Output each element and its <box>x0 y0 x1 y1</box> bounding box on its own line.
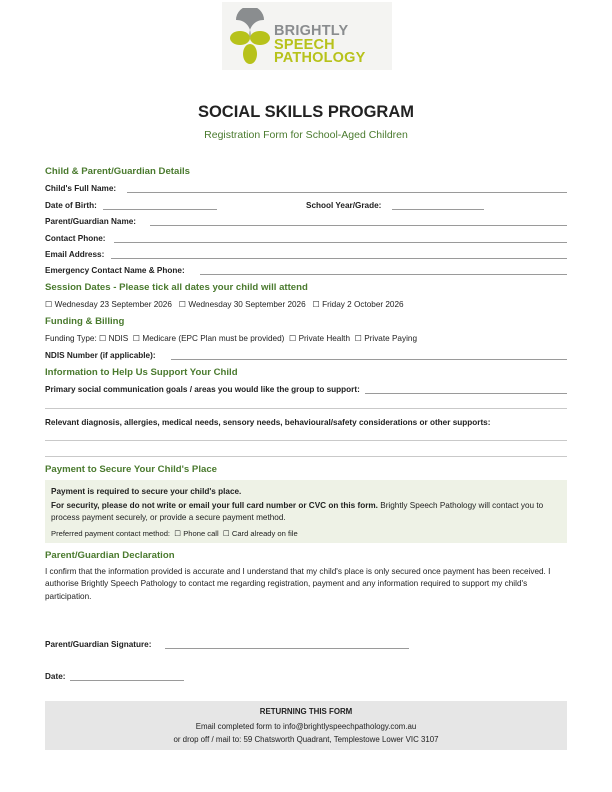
funding-type-row <box>45 334 417 344</box>
declaration-text: I confirm that the information provided is accurate and I understand that my child's place is only secured once payment has been received. I authorise Brightly Speech Pathology to contact me regarding registration, payment and any information required to support my child's participation. <box>45 567 551 601</box>
checkbox-session-1[interactable]: ☐ <box>45 300 53 309</box>
checkbox-private-paying[interactable]: ☐ <box>354 334 362 343</box>
goals-label: Primary social communication goals / areas you would like the group to support: <box>45 385 360 394</box>
school-year-label: School Year/Grade: <box>306 201 382 210</box>
section-heading-details: Child & Parent/Guardian Details <box>45 166 191 177</box>
footer-email-line: Email completed form to info@brightlyspeechpathology.com.au <box>195 722 417 731</box>
payment-security-rest: Brightly Speech Pathology will contact you to process payment securely, or provide a secure payment method. <box>51 501 544 522</box>
payment-phone-call-label: Phone call <box>183 529 219 538</box>
session-options <box>45 300 404 310</box>
section-heading-funding: Funding & Billing <box>45 316 125 327</box>
child-name-label: Child's Full Name: <box>45 184 117 193</box>
section-heading-payment: Payment to Secure Your Child's Place <box>45 464 218 475</box>
checkbox-card-on-file[interactable]: ☐ <box>222 529 230 538</box>
payment-method-label: Preferred payment contact method: <box>51 529 171 538</box>
school-year-field[interactable] <box>392 209 484 210</box>
emergency-contact-field[interactable] <box>200 274 567 275</box>
section-heading-sessions: Session Dates - Please tick all dates your child will attend <box>45 282 308 293</box>
checkbox-private-health[interactable]: ☐ <box>288 334 297 343</box>
email-field[interactable] <box>111 258 567 259</box>
goals-field-line-2[interactable] <box>45 408 567 409</box>
checkbox-session-2[interactable]: ☐ <box>178 300 187 309</box>
checkbox-session-3[interactable]: ☐ <box>312 300 320 309</box>
date-label: Date: <box>45 672 66 681</box>
ndis-number-field[interactable] <box>171 359 567 360</box>
funding-type-label: Funding Type: <box>45 334 97 343</box>
logo-word-pathology: PATHOLOGY <box>274 50 366 66</box>
footer-heading: RETURNING THIS FORM <box>259 707 353 716</box>
funding-medicare-label: Medicare (EPC Plan must be provided) <box>142 334 285 343</box>
diagnosis-label: Relevant diagnosis, allergies, medical needs, sensory needs, behavioural/safety considerations or other supports: <box>45 418 491 427</box>
brand-logo <box>222 2 392 70</box>
diagnosis-field-line-1[interactable] <box>45 440 567 441</box>
signature-label: Parent/Guardian Signature: <box>45 640 152 649</box>
payment-required-text: Payment is required to secure your child's place. <box>51 487 242 496</box>
phone-label: Contact Phone: <box>45 234 106 243</box>
logo-mark-icon <box>228 8 272 66</box>
emergency-contact-label: Emergency Contact Name & Phone: <box>45 266 185 275</box>
session-3-label: Friday 2 October 2026 <box>322 300 404 309</box>
payment-security-text <box>51 500 556 524</box>
payment-method-row <box>51 528 556 540</box>
phone-field[interactable] <box>114 242 567 243</box>
payment-security-bold: For security, please do not write or email your full card number or CVC on this form. <box>51 501 378 510</box>
checkbox-phone-call[interactable]: ☐ <box>174 529 182 538</box>
section-heading-declaration: Parent/Guardian Declaration <box>45 550 175 561</box>
logo-word-brightly: BRIGHTLY <box>274 23 349 39</box>
footer-mail-line: or drop off / mail to: 59 Chatsworth Quadrant, Templestowe Lower VIC 3107 <box>173 735 439 744</box>
page-title: SOCIAL SKILLS PROGRAM <box>197 103 415 121</box>
session-1-label: Wednesday 23 September 2026 <box>54 300 172 309</box>
diagnosis-field-line-2[interactable] <box>45 456 567 457</box>
guardian-name-field[interactable] <box>150 225 567 226</box>
child-name-field[interactable] <box>127 192 567 193</box>
goals-field[interactable] <box>365 393 567 394</box>
funding-private-paying-label: Private Paying <box>364 334 417 343</box>
payment-card-on-file-label: Card already on file <box>231 529 298 538</box>
payment-panel <box>45 480 567 543</box>
funding-ndis-label: NDIS <box>108 334 129 343</box>
checkbox-medicare[interactable]: ☐ <box>132 334 141 343</box>
signature-field[interactable] <box>165 648 409 649</box>
dob-field[interactable] <box>103 209 217 210</box>
funding-private-health-label: Private Health <box>298 334 351 343</box>
guardian-name-label: Parent/Guardian Name: <box>45 217 136 226</box>
ndis-number-label: NDIS Number (if applicable): <box>45 351 156 360</box>
checkbox-ndis[interactable]: ☐ <box>99 334 107 343</box>
section-heading-support: Information to Help Us Support Your Child <box>45 367 238 378</box>
date-field[interactable] <box>70 680 184 681</box>
returning-form-panel <box>45 701 567 750</box>
logo-word-speech: SPEECH <box>274 37 335 53</box>
page-subtitle: Registration Form for School-Aged Children <box>204 129 408 141</box>
email-label: Email Address: <box>45 250 105 259</box>
session-2-label: Wednesday 30 September 2026 <box>188 300 306 309</box>
dob-label: Date of Birth: <box>45 201 97 210</box>
